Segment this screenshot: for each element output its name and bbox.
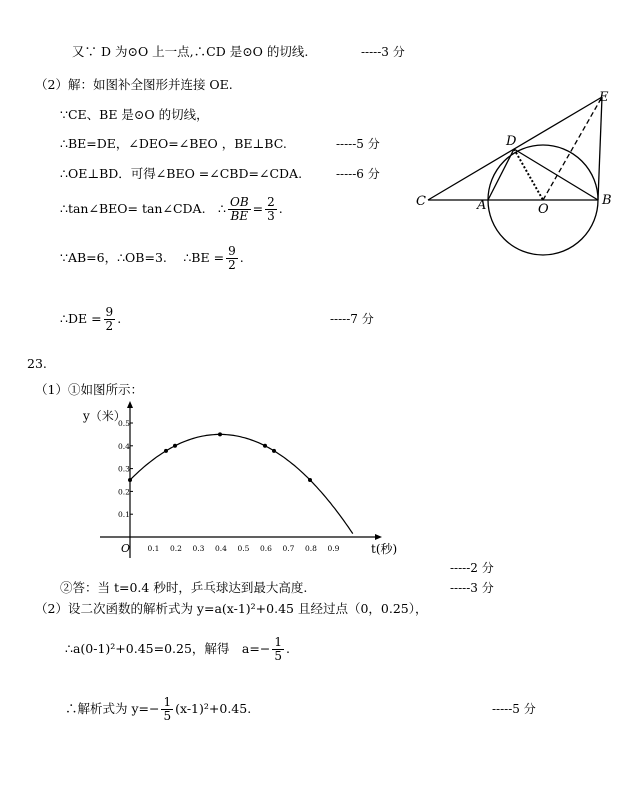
y-tick-label: 0.4 — [118, 441, 130, 451]
label-d: D — [506, 134, 517, 149]
q23-solve-a: ∴a(0-1)²+0.45=0.25，解得 a=− $\frac{1}{5}$ . — [65, 635, 290, 663]
q23-part1-heading: （1）①如图所示： — [35, 382, 143, 397]
question-number: 23. — [27, 356, 47, 371]
x-axis-label: t(秒) — [371, 542, 398, 556]
q23-answer: ②答：当 t=0.4 秒时，乒乓球达到最大高度. — [60, 580, 308, 595]
score-5b: -----5 分 — [492, 702, 536, 716]
x-tick-label: 0.4 — [215, 544, 227, 553]
segment-do — [514, 149, 543, 200]
x-tick-label: 0.6 — [260, 544, 272, 553]
x-tick-label: 0.5 — [237, 544, 250, 553]
label-b: B — [602, 193, 612, 208]
ping-pong-chart — [75, 400, 415, 565]
fraction-ob-be: $\frac{OB}{BE}$ — [230, 195, 249, 223]
data-point — [128, 478, 132, 482]
origin-label: O — [121, 542, 131, 555]
x-tick-label: 0.8 — [305, 544, 317, 553]
line-part2-intro: （2）解：如图补全图形并连接 OE. — [35, 77, 233, 92]
y-axis-label: y（米） — [83, 409, 126, 423]
line-be-de: ∴BE=DE，∠DEO=∠BEO ，BE⊥BC. — [60, 136, 287, 151]
label-o: O — [538, 202, 549, 217]
x-tick-label: 0.3 — [192, 544, 205, 553]
score-7: -----7 分 — [330, 312, 374, 326]
label-c: C — [416, 194, 426, 209]
x-tick-label: 0.1 — [147, 544, 160, 553]
x-tick-label: 0.7 — [282, 544, 295, 553]
x-tick-label: 0.9 — [327, 544, 340, 553]
y-tick-label: 0.3 — [118, 464, 130, 474]
line-tangent-conclusion: 又∵ D 为⊙O 上一点,∴CD 是⊙O 的切线. — [72, 44, 309, 59]
fraction-9-2: $\frac{9}{2}$ — [228, 244, 236, 272]
line-be-value: ∵AB=6，∴OB=3. ∴BE = $\frac{9}{2}$ . — [60, 244, 244, 272]
parabola-curve — [130, 434, 353, 533]
q23-part2-intro: （2）设二次函数的解析式为 y=a(x-1)²+0.45 且经过点（0，0.25）， — [35, 601, 428, 616]
fraction-9-2-de: $\frac{9}{2}$ — [105, 305, 114, 333]
score-2: -----2 分 — [450, 561, 494, 575]
score-3b: -----3 分 — [450, 581, 494, 595]
line-oe-bd: ∴OE⊥BD．可得∠BEO =∠CBD=∠CDA. — [60, 166, 303, 181]
x-axis-arrow — [375, 534, 382, 540]
data-point — [164, 449, 168, 453]
segment-db — [514, 149, 598, 200]
q23-expression: ∴解析式为 y=− $\frac{1}{5}$ (x-1)²+0.45. — [65, 695, 252, 723]
score-6: -----6 分 — [336, 167, 380, 181]
fraction-1-5: $\frac{1}{5}$ — [274, 635, 282, 663]
data-point — [263, 444, 267, 448]
y-tick-label: 0.1 — [118, 510, 130, 520]
data-point — [173, 444, 177, 448]
score-5a: -----5 分 — [336, 137, 380, 151]
line-tangents: ∵CE、BE 是⊙O 的切线， — [60, 107, 209, 122]
tan-text: ∴tan∠BEO= tan∠CDA. ∴ — [60, 201, 226, 216]
data-point — [218, 432, 222, 436]
segment-eb — [598, 97, 602, 200]
label-e: E — [599, 90, 609, 105]
fraction-1-5-b: $\frac{1}{5}$ — [163, 695, 172, 723]
x-tick-label: 0.2 — [170, 544, 182, 553]
y-axis-arrow — [127, 401, 133, 408]
equals-sign: = — [252, 201, 264, 216]
label-a: A — [477, 198, 487, 213]
y-tick-label: 0.5 — [118, 419, 130, 428]
score-3: -----3 分 — [361, 45, 405, 59]
line-de-value: ∴DE = $\frac{9}{2}$ . — [60, 305, 122, 333]
y-tick-label: 0.2 — [118, 487, 130, 497]
data-point — [272, 449, 276, 453]
data-point — [308, 478, 312, 482]
fraction-2-3: $\frac{2}{3}$ — [267, 195, 275, 223]
line-tan: ∴tan∠BEO= tan∠CDA. ∴ $\frac{OB}{BE}$ = $\frac{2}{3}$ . — [60, 195, 283, 223]
geometry-figure — [410, 85, 615, 285]
